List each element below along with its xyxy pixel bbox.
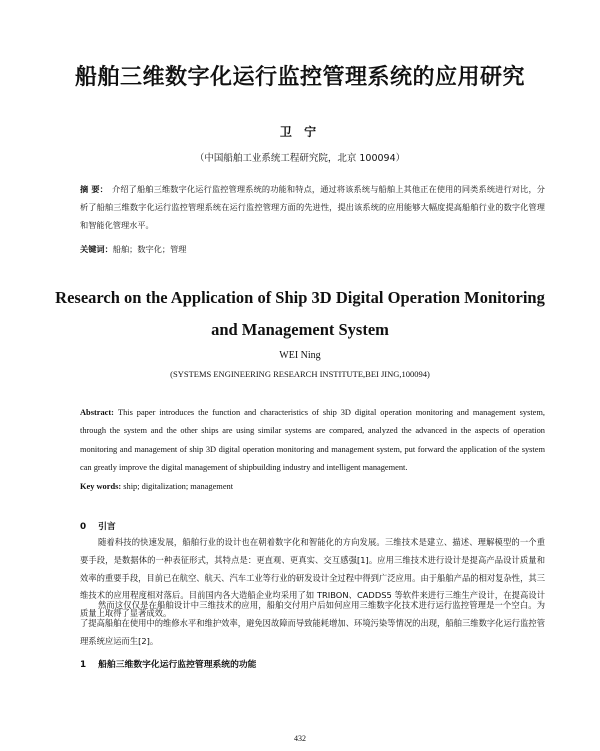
section-0-heading	[80, 519, 116, 532]
section-1-heading	[80, 657, 256, 670]
chinese-abstract-label: 摘 要：	[80, 184, 108, 194]
intro-paragraph-1: 随着科技的快速发展，船舶行业的设计也在朝着数字化和智能化的方向发展。三维技术是建立、描述、理解模型的一个重要手段，是数据体的一种表征形式，其特点是：更直观、更真实、交互感强[1]。应用三维技术进行设计是提高产品设计质量和效率的重要手段，目前已在航空、航天、汽车工业等行业的研发设计全过程中得到广泛应用。由于船舶产品的相对复杂性，其三维技术的应用程度相对落后。目前国内各大造船企业均采用了如 TRIBON、CADDS5 等软件来进行三维生产设计，在提高设计质量上取得了显著成效。	[80, 537, 545, 619]
english-keywords-label: Key words:	[80, 482, 122, 491]
english-abstract-text: This paper introduces the function and characteristics of ship 3D digital operation monitoring and management system, through the system and the other ships are using similar systems are compared, analyzed the advanced in the aspects of operation monitoring and management of ship 3D digital operation monitoring and management system, put forward the application of the system can greatly improve the digital management of shipbuilding industry and intelligent management.	[80, 408, 545, 472]
chinese-affiliation: （中国船舶工业系统工程研究院，北京 100094）	[194, 153, 406, 164]
english-abstract-label: Abstract:	[80, 408, 114, 417]
chinese-keywords-label: 关键词：	[80, 244, 113, 254]
chinese-title: 船舶三维数字化运行监控管理系统的应用研究	[74, 65, 525, 90]
section-1-title: 船舶三维数字化运行监控管理系统的功能	[98, 660, 257, 670]
english-title: Research on the Application of Ship 3D Digital Operation Monitoring and Management System	[55, 288, 545, 339]
section-0-title: 引言	[98, 522, 116, 532]
page-number: 432	[294, 734, 306, 743]
intro-paragraph-2: 然而这仅仅是在船舶设计中三维技术的应用，船舶交付用户后如何应用三维数字化技术进行运行监控管理是一个空白。为了提高船舶在使用中的维修水平和维护效率，避免因故障而导致能耗增加、环境污染等情况的出现，船舶三维数字化运行监控管理系统应运而生[2]。	[80, 600, 545, 646]
section-1-number: 1	[80, 660, 87, 670]
english-author: WEI Ning	[279, 350, 321, 361]
section-0-number: 0	[80, 522, 87, 532]
english-abstract	[80, 404, 545, 477]
english-affiliation: (SYSTEMS ENGINEERING RESEARCH INSTITUTE,BEI JING,100094)	[170, 369, 430, 379]
chinese-abstract	[80, 180, 545, 234]
chinese-abstract-text: 介绍了船舶三维数字化运行监控管理系统的功能和特点，通过将该系统与船舶上其他正在使用的同类系统进行对比，分析了船舶三维数字化运行监控管理系统在运行监控管理方面的先进性，提出该系统的应用能够大幅度提高船舶行业的数字化管理和智能化管理水平。	[80, 184, 545, 230]
chinese-author: 卫 宁	[279, 125, 321, 139]
english-keywords	[80, 482, 545, 491]
english-keywords-text: ship; digitalization; management	[123, 482, 234, 491]
chinese-keywords-text: 船舶；数字化；管理	[112, 244, 187, 254]
chinese-keywords	[80, 244, 545, 255]
